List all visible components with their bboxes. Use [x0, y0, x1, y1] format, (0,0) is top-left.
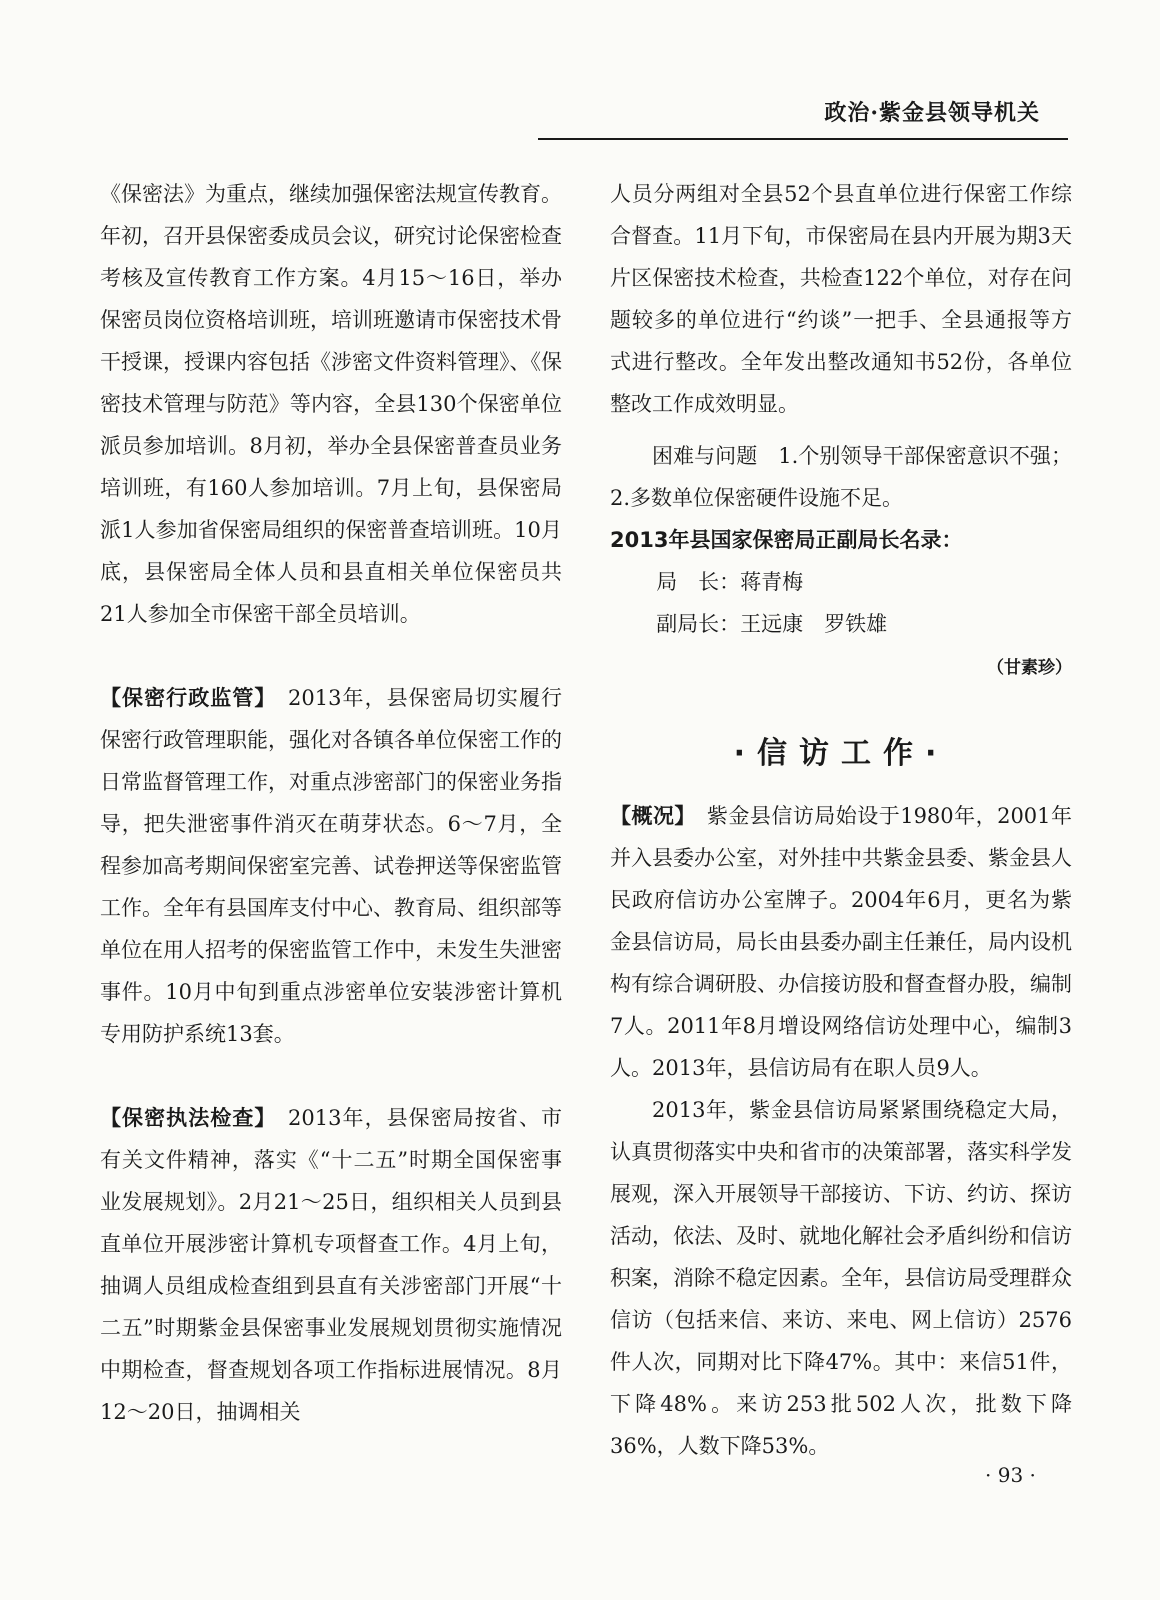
- leader-deputy: 副局长：王远康 罗铁雄: [656, 612, 888, 636]
- paragraph-admin-supervision: [100, 677, 562, 1055]
- page-number: · 93 ·: [985, 1463, 1036, 1487]
- left-column: [100, 173, 562, 1433]
- section-lead-law-inspection: 【保密执法检查】: [100, 1106, 266, 1130]
- right-column: [610, 173, 1072, 1467]
- leader-director: 局 长：蒋青梅: [656, 570, 804, 594]
- paragraph-difficulties: 困难与问题 1.个别领导干部保密意识不强；2.多数单位保密硬件设施不足。: [610, 444, 1072, 510]
- running-header: 政治·紫金县领导机关: [824, 100, 1040, 126]
- paragraph-petition-work: 2013年，紫金县信访局紧紧围绕稳定大局，认真贯彻落实中央和省市的决策部署，落实科学发展观，深入开展领导干部接访、下访、约访、探访活动，依法、及时、就地化解社会矛盾纠纷和信访积案，消除不稳定因素。全年，县信访局受理群众信访（包括来信、来访、来电、网上信访）2576件人次，同期对比下降47%。其中：来信51件，下降48%。来访253批502人次，批数下降36%，人数下降53%。: [610, 1098, 1072, 1458]
- paragraph-training: 《保密法》为重点，继续加强保密法规宣传教育。年初，召开县保密委成员会议，研究讨论保密检查考核及宣传教育工作方案。4月15～16日，举办保密员岗位资格培训班，培训班邀请市保密技术骨干授课，授课内容包括《涉密文件资料管理》、《保密技术管理与防范》等内容，全县130个保密单位派员参加培训。8月初，举办全县保密普查员业务培训班，有160人参加培训。7月上旬，县保密局派1人参加省保密局组织的保密普查培训班。10月底，县保密局全体人员和县直相关单位保密员共21人参加全市保密干部全员培训。: [100, 182, 562, 626]
- header-rule: [538, 138, 1068, 140]
- paragraph-law-inspection: [100, 1097, 562, 1433]
- leader-list-title: 2013年县国家保密局正副局长名录：: [610, 528, 963, 552]
- section-lead-admin-supervision: 【保密行政监管】: [100, 686, 266, 710]
- paragraph-overview: [610, 795, 1072, 1089]
- section-title-petition: ·信访工作·: [733, 736, 949, 771]
- author-credit: （甘素珍）: [987, 658, 1072, 678]
- paragraph-inspection-continued: 人员分两组对全县52个县直单位进行保密工作综合督查。11月下旬，市保密局在县内开展为期3天片区保密技术检查，共检查122个单位，对存在问题较多的单位进行“约谈”一把手、全县通报等方式进行整改。全年发出整改通知书52份，各单位整改工作成效明显。: [610, 182, 1072, 416]
- paragraph-overview-text: 紫金县信访局始设于1980年，2001年并入县委办公室，对外挂中共紫金县委、紫金县人民政府信访办公室牌子。2004年6月，更名为紫金县信访局，局长由县委办副主任兼任，局内设机构有综合调研股、办信接访股和督查督办股，编制7人。2011年8月增设网络信访处理中心，编制3人。2013年，县信访局有在职人员9人。: [610, 804, 1073, 1080]
- section-lead-overview: 【概况】: [610, 804, 686, 828]
- paragraph-admin-supervision-text: 2013年，县保密局切实履行保密行政管理职能，强化对各镇各单位保密工作的日常监督管理工作，对重点涉密部门的保密业务指导，把失泄密事件消灭在萌芽状态。6～7月，全程参加高考期间保密室完善、试卷押送等保密监管工作。全年有县国库支付中心、教育局、组织部等单位在用人招考的保密监管工作中，未发生失泄密事件。10月中旬到重点涉密单位安装涉密计算机专用防护系统13套。: [100, 686, 563, 1046]
- paragraph-law-inspection-text: 2013年，县保密局按省、市有关文件精神，落实《“十二五”时期全国保密事业发展规划》。2月21～25日，组织相关人员到县直单位开展涉密计算机专项督查工作。4月上旬，抽调人员组成检查组到县直有关涉密部门开展“十二五”时期紫金县保密事业发展规划贯彻实施情况中期检查，督查规划各项工作指标进展情况。8月12～20日，抽调相关: [100, 1106, 563, 1424]
